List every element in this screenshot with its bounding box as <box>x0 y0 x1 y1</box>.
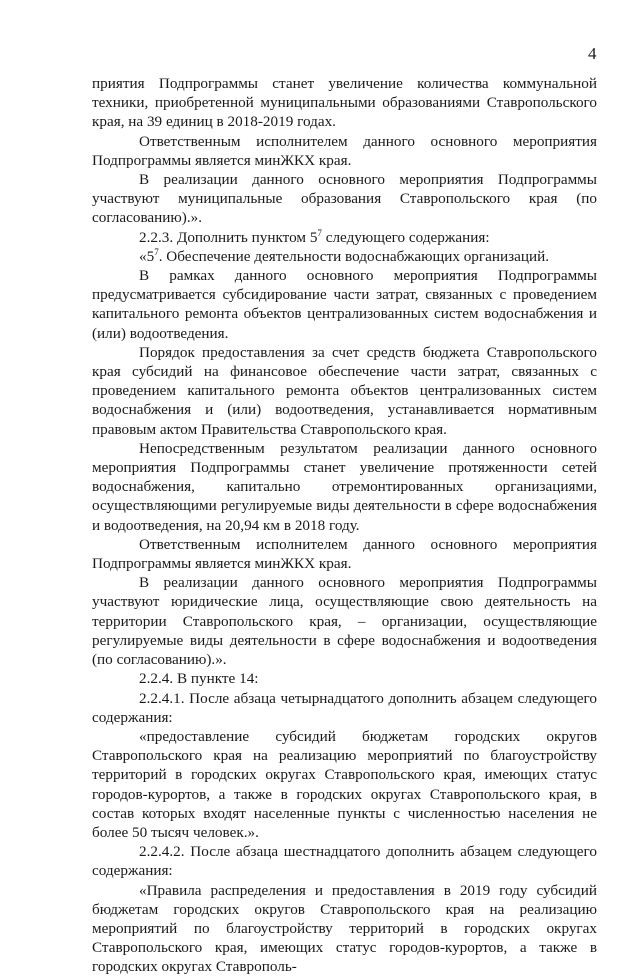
superscript-index: 7 <box>317 227 322 238</box>
paragraph-1: приятия Подпрограммы станет увеличение количества коммунальной техники, приобретенной муниципальными образованиями Ставропольского края, на 39 единиц в 2018-2019 годах. <box>92 75 597 131</box>
paragraph-10: В реализации данного основного мероприятия Подпрограммы участвуют юридические лица, осуществляющие свою деятельность на территории Ставропольского края, – организации, осуществляющие регулируемые виды деятельности в сфере водоснабжения и водоотведения (по согласованию).». <box>92 574 597 669</box>
paragraph-3: В реализации данного основного мероприятия Подпрограммы участвуют муниципальные образования Ставропольского края (по согласованию).». <box>92 171 597 227</box>
document-body <box>92 74 597 977</box>
paragraph-4-text: 2.2.3. Дополнить пунктом $5^7$ следующего содержания: <box>139 227 490 246</box>
paragraph-15: «Правила распределения и предоставления в 2019 году субсидий бюджетам городских округов Ставропольского края на реализацию мероприятий по благоустройству территорий в городских округах Ставропольского края, имеющих статус городов-курортов, а также в городских округах Ставрополь- <box>92 881 597 976</box>
paragraph-6: В рамках данного основного мероприятия Подпрограммы предусматривается субсидирование части затрат, связанных с проведением капитального ремонта объектов централизованных систем водоснабжения и (или) водоотведения. <box>92 267 597 342</box>
paragraph-9: Ответственным исполнителем данного основного мероприятия Подпрограммы является минЖКХ края. <box>92 535 597 573</box>
paragraph-14: 2.2.4.2. После абзаца шестнадцатого дополнить абзацем следующего содержания: <box>92 843 597 880</box>
paragraph-2: Ответственным исполнителем данного основного мероприятия Подпрограммы является минЖКХ края. <box>92 132 597 169</box>
paragraph-5-text: «$5^7$. Обеспечение деятельности водоснабжающих организаций. <box>139 246 550 265</box>
page-number: 4 <box>588 44 597 63</box>
paragraph-4 <box>92 228 597 247</box>
superscript-index: 7 <box>154 246 159 257</box>
paragraph-8: Непосредственным результатом реализации данного основного мероприятия Подпрограммы станет увеличение протяженности сетей водоснабжения, капитально отремонтированных организациями, осуществляющими регулируемые виды деятельности в сфере водоснабжения и водоотведения, на 20,94 км в 2018 году. <box>92 439 597 534</box>
paragraph-12: 2.2.4.1. После абзаца четырнадцатого дополнить абзацем следующего содержания: <box>92 689 597 726</box>
paragraph-13: «предоставление субсидий бюджетам городских округов Ставропольского края на реализацию мероприятий по благоустройству территорий в городских округах Ставропольского края, имеющих статус городов-курортов, а также в городских округах Ставропольского края, в состав которых входят населенные пункты с численностью населения не более 50 тысяч человек.». <box>92 727 597 841</box>
paragraph-11: 2.2.4. В пункте 14: <box>139 670 259 688</box>
paragraph-7: Порядок предоставления за счет средств бюджета Ставропольского края субсидий на финансовое обеспечение части затрат, связанных с проведением капитального ремонта объектов централизованных систем водоснабжения и (или) водоотведения, устанавливается нормативным правовым актом Правительства Ставропольского края. <box>92 343 597 438</box>
paragraph-5 <box>92 247 597 266</box>
